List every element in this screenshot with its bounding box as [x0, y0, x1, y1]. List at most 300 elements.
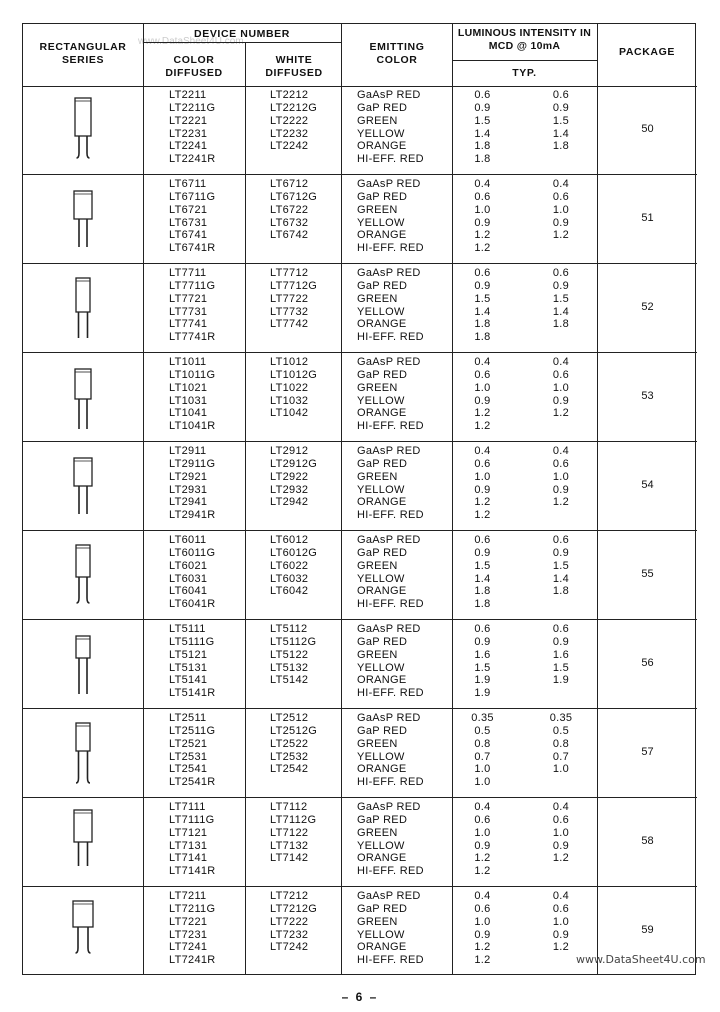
emitting-color-cell: HI-EFF. RED [357, 420, 424, 433]
luminous-typ-column [529, 801, 593, 878]
luminous-typ-cell: 0.6 [474, 89, 491, 101]
luminous-typ-cell: 1.4 [474, 305, 491, 318]
white-diffused-cell [270, 776, 355, 789]
color-diffused-cell: LT2941 [169, 496, 208, 509]
emitting-color-cell: GaP RED [357, 635, 408, 648]
luminous-typ-cell: 0.7 [552, 750, 570, 763]
header-series: RECTANGULAR SERIES [39, 41, 127, 66]
led-body [74, 810, 92, 842]
color-diffused-cell: LT7721 [169, 292, 208, 305]
white-diffused-cell: LT2942 [270, 496, 309, 509]
emitting-color-cell: GaAsP RED [357, 890, 421, 902]
luminous-typ-cell: 0.9 [474, 483, 491, 496]
emitting-color-cell: GaAsP RED [357, 623, 421, 635]
emitting-color-cell: GaP RED [357, 368, 408, 381]
luminous-typ-cell: 0.6 [552, 902, 570, 915]
color-diffused-column [169, 445, 249, 522]
color-diffused-cell: LT5141 [169, 674, 208, 687]
color-diffused-cell: LT6031 [169, 572, 208, 585]
led-package-drawing [53, 533, 113, 613]
led-lead [77, 136, 80, 158]
color-diffused-cell: LT7231 [169, 928, 208, 941]
white-diffused-cell: LT7732 [270, 305, 309, 318]
emitting-color-cell: ORANGE [357, 140, 407, 153]
luminous-typ-cell: 0.6 [552, 89, 570, 101]
emitting-color-cell: HI-EFF. RED [357, 242, 424, 255]
white-diffused-cell [270, 331, 355, 344]
luminous-typ-cell: 1.0 [474, 203, 491, 216]
luminous-typ-cell: 0.9 [552, 546, 570, 559]
emitting-color-cell: YELLOW [357, 839, 405, 852]
package-group [23, 709, 697, 798]
color-diffused-cell: LT7741R [169, 331, 216, 344]
color-diffused-cell: LT7141 [169, 852, 208, 865]
color-diffused-cell: LT1031 [169, 394, 208, 407]
luminous-typ-cell: 0.9 [552, 216, 570, 229]
color-diffused-cell: LT7111 [169, 801, 206, 813]
package-group [23, 798, 697, 887]
luminous-typ-cell: 0.4 [552, 178, 570, 190]
white-diffused-cell [270, 420, 355, 433]
luminous-typ-cell: 0.6 [474, 902, 491, 915]
emitting-color-cell: GREEN [357, 737, 398, 750]
luminous-typ-cell: 1.2 [474, 242, 491, 255]
white-diffused-cell: LT7222 [270, 915, 309, 928]
emitting-color-cell: GREEN [357, 826, 398, 839]
color-diffused-cell: LT2531 [169, 750, 208, 763]
luminous-typ-cell [529, 242, 593, 255]
color-diffused-cell: LT6011 [169, 534, 207, 546]
emitting-color-cell: GaP RED [357, 279, 408, 292]
led-body [76, 545, 90, 577]
luminous-typ-column [456, 623, 509, 700]
color-diffused-cell: LT2941R [169, 509, 216, 522]
white-diffused-cell: LT7242 [270, 941, 309, 954]
white-diffused-column [270, 445, 355, 522]
white-diffused-column [270, 267, 355, 344]
color-diffused-cell: LT7731 [169, 305, 208, 318]
white-diffused-cell: LT2212G [270, 101, 318, 114]
luminous-typ-cell [529, 598, 593, 611]
luminous-typ-cell: 1.9 [552, 674, 570, 687]
color-diffused-cell: LT6741R [169, 242, 216, 255]
luminous-typ-column [456, 89, 509, 166]
luminous-typ-cell: 0.6 [474, 534, 491, 546]
luminous-typ-cell: 0.4 [474, 445, 491, 457]
color-diffused-cell: LT7211 [169, 890, 207, 902]
emitting-color-column [357, 178, 457, 255]
luminous-typ-cell: 0.4 [474, 356, 491, 368]
emitting-color-cell: GaP RED [357, 101, 408, 114]
led-package-drawing [53, 889, 113, 969]
luminous-typ-cell [529, 687, 593, 700]
header-white-diffused: WHITE DIFFUSED [265, 54, 323, 79]
emitting-color-cell: HI-EFF. RED [357, 598, 424, 611]
emitting-color-cell: HI-EFF. RED [357, 509, 424, 522]
led-body [74, 458, 92, 486]
white-diffused-cell: LT2912G [270, 457, 318, 470]
luminous-typ-cell [529, 509, 593, 522]
color-diffused-cell: LT2921 [169, 470, 208, 483]
emitting-color-cell: YELLOW [357, 394, 405, 407]
luminous-typ-cell: 0.6 [552, 813, 570, 826]
white-diffused-cell: LT6042 [270, 585, 309, 598]
luminous-typ-column [456, 534, 509, 611]
luminous-typ-cell: 0.9 [474, 546, 491, 559]
luminous-typ-cell [529, 153, 593, 166]
led-package-drawing [53, 355, 113, 435]
luminous-typ-column [529, 623, 593, 700]
emitting-color-cell: GREEN [357, 203, 398, 216]
emitting-color-cell: GaAsP RED [357, 801, 421, 813]
white-diffused-cell: LT5132 [270, 661, 309, 674]
color-diffused-cell: LT6741 [169, 229, 208, 242]
white-diffused-cell [270, 598, 355, 611]
color-diffused-cell: LT5111 [169, 623, 206, 635]
luminous-typ-cell: 1.0 [552, 763, 570, 776]
emitting-color-cell: GREEN [357, 470, 398, 483]
color-diffused-cell: LT1011G [169, 368, 216, 381]
luminous-typ-cell: 0.6 [552, 267, 570, 279]
luminous-typ-cell: 0.8 [552, 737, 570, 750]
luminous-typ-cell: 1.0 [474, 776, 491, 789]
luminous-typ-cell: 1.2 [474, 954, 491, 967]
emitting-color-column [357, 445, 457, 522]
color-diffused-cell: LT6041 [169, 585, 208, 598]
color-diffused-cell: LT6711 [169, 178, 207, 190]
luminous-typ-cell: 1.8 [474, 140, 491, 153]
white-diffused-cell: LT6012 [270, 534, 309, 546]
emitting-color-cell: YELLOW [357, 572, 405, 585]
luminous-typ-column [456, 178, 509, 255]
emitting-color-cell: YELLOW [357, 127, 405, 140]
color-diffused-cell: LT2911G [169, 457, 216, 470]
package-group [23, 620, 697, 709]
luminous-typ-column [529, 534, 593, 611]
led-lead [76, 927, 79, 953]
emitting-color-cell: ORANGE [357, 407, 407, 420]
led-body [75, 369, 91, 399]
luminous-typ-cell: 1.5 [474, 292, 491, 305]
color-diffused-cell: LT2241R [169, 153, 216, 166]
luminous-typ-cell: 1.2 [474, 509, 491, 522]
luminous-typ-cell: 0.5 [552, 724, 570, 737]
luminous-typ-column [529, 178, 593, 255]
header-package: PACKAGE [619, 46, 675, 58]
emitting-color-column [357, 267, 457, 344]
luminous-typ-cell: 0.6 [474, 267, 491, 279]
white-diffused-column [270, 178, 355, 255]
white-diffused-cell: LT2222 [270, 114, 309, 127]
luminous-typ-cell: 1.2 [474, 496, 491, 509]
emitting-color-column [357, 712, 457, 789]
color-diffused-cell: LT2511 [169, 712, 207, 724]
color-diffused-cell: LT7241R [169, 954, 216, 967]
led-package-drawing [53, 177, 113, 257]
luminous-typ-cell: 0.6 [552, 534, 570, 546]
luminous-typ-column [456, 712, 509, 789]
luminous-typ-cell: 1.8 [552, 585, 570, 598]
white-diffused-cell: LT7722 [270, 292, 309, 305]
package-group [23, 175, 697, 264]
white-diffused-cell [270, 509, 355, 522]
white-diffused-cell [270, 242, 355, 255]
luminous-typ-cell: 0.35 [549, 712, 573, 724]
color-diffused-cell: LT2211G [169, 101, 216, 114]
white-diffused-cell: LT2912 [270, 445, 309, 457]
led-table [22, 23, 696, 975]
color-diffused-cell: LT6041R [169, 598, 216, 611]
color-diffused-cell: LT7741 [169, 318, 208, 331]
color-diffused-cell: LT2521 [169, 737, 208, 750]
emitting-color-cell: GaAsP RED [357, 445, 421, 457]
white-diffused-cell: LT2922 [270, 470, 309, 483]
luminous-typ-column [529, 356, 593, 433]
color-diffused-cell: LT7241 [169, 941, 208, 954]
color-diffused-column [169, 356, 249, 433]
white-diffused-cell: LT7142 [270, 852, 309, 865]
luminous-typ-cell: 0.4 [474, 801, 491, 813]
emitting-color-cell: ORANGE [357, 585, 407, 598]
luminous-typ-cell: 1.0 [552, 470, 570, 483]
color-diffused-cell: LT2511G [169, 724, 216, 737]
white-diffused-cell: LT2932 [270, 483, 309, 496]
white-diffused-cell: LT6012G [270, 546, 318, 559]
luminous-typ-cell: 1.5 [552, 559, 570, 572]
emitting-color-cell: GaAsP RED [357, 178, 421, 190]
white-diffused-cell: LT2512G [270, 724, 318, 737]
white-diffused-cell: LT5142 [270, 674, 309, 687]
header-luminous: LUMINOUS INTENSITY IN MCD @ 10mA [457, 27, 592, 52]
luminous-typ-cell: 0.9 [474, 839, 491, 852]
luminous-typ-cell: 0.6 [552, 190, 570, 203]
emitting-color-cell: HI-EFF. RED [357, 954, 424, 967]
emitting-color-cell: YELLOW [357, 750, 405, 763]
luminous-typ-cell [529, 420, 593, 433]
emitting-color-cell: GaP RED [357, 724, 408, 737]
emitting-color-cell: GREEN [357, 381, 398, 394]
luminous-typ-cell: 0.7 [474, 750, 491, 763]
color-diffused-column [169, 267, 249, 344]
luminous-typ-cell: 0.8 [474, 737, 491, 750]
emitting-color-cell: GaAsP RED [357, 356, 421, 368]
emitting-color-cell: GaP RED [357, 813, 408, 826]
package-group [23, 86, 697, 175]
header-emitting-color: EMITTING COLOR [369, 41, 425, 66]
white-diffused-column [270, 89, 355, 166]
color-diffused-cell: LT5141R [169, 687, 216, 700]
emitting-color-cell: ORANGE [357, 496, 407, 509]
white-diffused-cell: LT6742 [270, 229, 309, 242]
white-diffused-cell: LT7112G [270, 813, 317, 826]
led-body [76, 723, 90, 751]
color-diffused-cell: LT6021 [169, 559, 208, 572]
luminous-typ-cell: 0.9 [474, 279, 491, 292]
color-diffused-cell: LT7221 [169, 915, 208, 928]
luminous-typ-cell: 1.5 [552, 114, 570, 127]
emitting-color-column [357, 623, 457, 700]
luminous-typ-cell: 0.4 [552, 356, 570, 368]
package-group [23, 353, 697, 442]
color-diffused-column [169, 623, 249, 700]
emitting-color-cell: HI-EFF. RED [357, 331, 424, 344]
emitting-color-column [357, 356, 457, 433]
color-diffused-cell: LT7121 [169, 826, 208, 839]
white-diffused-cell: LT7132 [270, 839, 309, 852]
color-diffused-cell: LT7711G [169, 279, 216, 292]
luminous-typ-cell: 0.6 [474, 368, 491, 381]
emitting-color-cell: ORANGE [357, 674, 407, 687]
luminous-typ-column [529, 445, 593, 522]
package-number: 52 [641, 301, 654, 313]
white-diffused-column [270, 356, 355, 433]
led-package-drawing [53, 622, 113, 702]
package-number: 53 [641, 390, 654, 402]
white-diffused-cell: LT7122 [270, 826, 309, 839]
luminous-typ-cell: 0.6 [474, 457, 491, 470]
luminous-typ-cell: 1.4 [474, 127, 491, 140]
package-group [23, 264, 697, 353]
color-diffused-column [169, 534, 249, 611]
emitting-color-cell: YELLOW [357, 216, 405, 229]
luminous-typ-cell: 1.8 [552, 318, 570, 331]
luminous-typ-cell: 1.5 [474, 559, 491, 572]
white-diffused-cell: LT7212 [270, 890, 309, 902]
luminous-typ-cell: 1.6 [474, 648, 491, 661]
package-group [23, 442, 697, 531]
emitting-color-cell: GaP RED [357, 190, 408, 203]
white-diffused-cell: LT5112G [270, 635, 317, 648]
luminous-typ-cell: 1.8 [474, 318, 491, 331]
package-number: 57 [641, 746, 654, 758]
luminous-typ-cell: 1.2 [474, 852, 491, 865]
luminous-typ-cell: 1.9 [474, 674, 491, 687]
led-body [76, 278, 90, 312]
luminous-typ-cell: 1.8 [474, 585, 491, 598]
white-diffused-cell [270, 865, 355, 878]
led-body [73, 901, 93, 927]
emitting-color-cell: GREEN [357, 292, 398, 305]
luminous-typ-cell: 0.4 [552, 890, 570, 902]
white-diffused-cell: LT7212G [270, 902, 318, 915]
white-diffused-cell: LT2532 [270, 750, 309, 763]
led-package-drawing [53, 800, 113, 880]
watermark-bottom: www.DataSheet4U.com [576, 953, 706, 966]
luminous-typ-cell: 1.4 [474, 572, 491, 585]
color-diffused-column [169, 890, 249, 967]
color-diffused-cell: LT1011 [169, 356, 207, 368]
luminous-typ-cell: 0.9 [552, 101, 570, 114]
emitting-color-cell: GREEN [357, 915, 398, 928]
color-diffused-cell: LT2211 [169, 89, 207, 101]
emitting-color-cell: ORANGE [357, 318, 407, 331]
luminous-typ-cell [529, 776, 593, 789]
color-diffused-cell: LT2221 [169, 114, 208, 127]
emitting-color-column [357, 89, 457, 166]
emitting-color-column [357, 890, 457, 967]
luminous-typ-cell: 1.2 [552, 941, 570, 954]
luminous-typ-cell: 1.2 [552, 852, 570, 865]
luminous-typ-cell: 1.8 [474, 598, 491, 611]
color-diffused-cell: LT7131 [169, 839, 208, 852]
white-diffused-cell: LT7742 [270, 318, 309, 331]
luminous-typ-cell: 0.9 [474, 928, 491, 941]
luminous-typ-cell: 0.9 [474, 101, 491, 114]
luminous-typ-cell: 1.2 [474, 865, 491, 878]
emitting-color-cell: GaAsP RED [357, 267, 421, 279]
package-number: 50 [641, 123, 654, 135]
luminous-typ-cell: 0.35 [471, 712, 494, 724]
white-diffused-cell: LT7112 [270, 801, 308, 813]
luminous-typ-column [529, 89, 593, 166]
white-diffused-cell [270, 687, 355, 700]
color-diffused-cell: LT6731 [169, 216, 208, 229]
luminous-typ-cell: 1.0 [474, 763, 491, 776]
white-diffused-column [270, 801, 355, 878]
white-diffused-cell [270, 153, 355, 166]
luminous-typ-cell: 0.9 [474, 635, 491, 648]
luminous-typ-cell: 1.2 [552, 407, 570, 420]
led-lead [76, 751, 79, 783]
luminous-typ-cell: 1.4 [552, 305, 570, 318]
led-package-drawing [53, 88, 113, 168]
luminous-typ-cell: 0.4 [552, 445, 570, 457]
luminous-typ-cell: 1.5 [474, 114, 491, 127]
luminous-typ-cell: 1.6 [552, 648, 570, 661]
color-diffused-cell: LT2241 [169, 140, 208, 153]
luminous-typ-column [456, 356, 509, 433]
luminous-typ-column [456, 445, 509, 522]
package-group [23, 531, 697, 620]
white-diffused-cell: LT1012 [270, 356, 309, 368]
emitting-color-cell: YELLOW [357, 928, 405, 941]
white-diffused-column [270, 534, 355, 611]
luminous-typ-cell: 1.2 [552, 496, 570, 509]
white-diffused-cell: LT2542 [270, 763, 309, 776]
package-number: 58 [641, 835, 654, 847]
color-diffused-column [169, 178, 249, 255]
luminous-typ-column [456, 890, 509, 967]
white-diffused-cell: LT7232 [270, 928, 309, 941]
luminous-typ-cell: 0.6 [552, 623, 570, 635]
white-diffused-cell: LT5112 [270, 623, 308, 635]
luminous-typ-column [456, 267, 509, 344]
color-diffused-cell: LT7141R [169, 865, 216, 878]
watermark-top: www.DataSheet4U.com [138, 36, 244, 47]
white-diffused-cell: LT6712G [270, 190, 318, 203]
white-diffused-column [270, 712, 355, 789]
luminous-typ-cell: 1.8 [474, 153, 491, 166]
package-number: 55 [641, 568, 654, 580]
color-diffused-cell: LT7711 [169, 267, 207, 279]
white-diffused-cell: LT6712 [270, 178, 309, 190]
color-diffused-cell: LT5111G [169, 635, 215, 648]
luminous-typ-cell: 0.6 [552, 368, 570, 381]
emitting-color-cell: HI-EFF. RED [357, 776, 424, 789]
luminous-typ-cell: 1.9 [474, 687, 491, 700]
white-diffused-cell [270, 954, 355, 967]
luminous-typ-cell: 0.4 [552, 801, 570, 813]
white-diffused-column [270, 623, 355, 700]
color-diffused-cell: LT6711G [169, 190, 216, 203]
white-diffused-cell: LT6732 [270, 216, 309, 229]
luminous-typ-column [529, 712, 593, 789]
led-lead [87, 136, 90, 158]
emitting-color-cell: YELLOW [357, 305, 405, 318]
color-diffused-cell: LT1041 [169, 407, 208, 420]
color-diffused-cell: LT6011G [169, 546, 216, 559]
luminous-typ-cell: 1.2 [474, 941, 491, 954]
